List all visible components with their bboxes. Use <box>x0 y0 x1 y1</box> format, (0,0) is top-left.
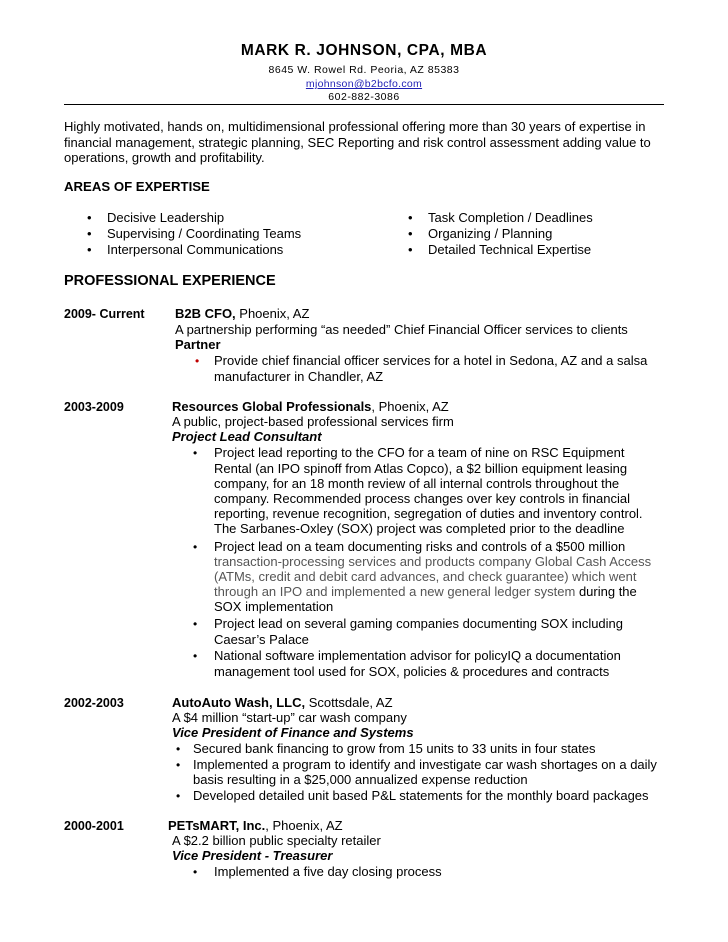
bullet-icon: • <box>408 226 413 241</box>
job-dates: 2003-2009 <box>64 400 124 414</box>
email-link[interactable]: mjohnson@b2bcfo.com <box>305 78 423 90</box>
job-bullet-line: Project lead reporting to the CFO for a team of nine on RSC Equipment <box>214 445 625 460</box>
job-bullet-line: reporting, revenue recognition, segregation of duties and inventory control. <box>214 506 643 521</box>
skill-item: • Decisive Leadership <box>87 210 225 225</box>
job-bullet-line: through an IPO and implemented a new general ledger system during the <box>214 584 637 599</box>
job-bullet-line: (ATMs, credit and debit card advances, and check guarantee) which went <box>214 569 637 584</box>
address: 8645 W. Rowel Rd. Peoria, AZ 85383 <box>268 64 460 76</box>
job-bullet-line: transaction-processing services and products company Global Cash Access <box>214 554 652 569</box>
job-bullet-line: company, for an 18 month review of all internal controls throughout the <box>214 476 620 491</box>
skill-item: • Detailed Technical Expertise <box>408 242 592 257</box>
job-role: Partner <box>175 337 221 352</box>
bullet-icon: • <box>193 617 198 631</box>
job-bullet-line: manufacturer in Chandler, AZ <box>214 369 384 384</box>
bullet-icon: • <box>195 354 200 368</box>
bullet-icon: • <box>176 742 181 756</box>
job-company: B2B CFO, Phoenix, AZ <box>175 306 310 321</box>
job-company: PETsMART, Inc., Phoenix, AZ <box>168 818 343 833</box>
candidate-name: MARK R. JOHNSON, CPA, MBA <box>240 42 488 59</box>
bullet-icon: • <box>193 446 198 460</box>
job-bullet-line: The Sarbanes-Oxley (SOX) project was completed prior to the deadline <box>214 521 625 536</box>
skill-item: • Organizing / Planning <box>408 226 553 241</box>
experience-title: PROFESSIONAL EXPERIENCE <box>64 273 276 289</box>
job-description: A $2.2 billion public specialty retailer <box>172 833 381 848</box>
job-bullet-line: Implemented a five day closing process <box>214 864 442 879</box>
job-role: Vice President - Treasurer <box>172 848 333 863</box>
phone-number: 602-882-3086 <box>328 91 400 103</box>
job-bullet-line: Project lead on several gaming companies documenting SOX including <box>214 616 624 631</box>
bullet-icon: • <box>193 649 198 663</box>
header-divider <box>64 104 664 105</box>
bullet-icon: • <box>87 226 92 241</box>
job-bullet-line: company. Recommended process changes over key controls in financial <box>214 491 630 506</box>
job-role: Vice President of Finance and Systems <box>172 725 414 740</box>
job-bullet-line: SOX implementation <box>214 599 334 614</box>
job-description: A $4 million “start-up” car wash company <box>172 710 407 725</box>
job-description: A public, project-based professional services firm <box>172 414 454 429</box>
job-bullet-line: management tool used for SOX, policies & procedures and contracts <box>214 664 610 679</box>
job-description: A partnership performing “as needed” Chief Financial Officer services to clients <box>175 322 628 337</box>
job-bullet-line: Secured bank financing to grow from 15 units to 33 units in four states <box>193 741 596 756</box>
job-dates: 2002-2003 <box>64 696 124 710</box>
job-role: Project Lead Consultant <box>172 429 322 444</box>
bullet-icon: • <box>87 210 92 225</box>
job-bullet-line: basis resulting in a $25,000 annualized expense reduction <box>193 772 528 787</box>
expertise-title: AREAS OF EXPERTISE <box>64 179 210 194</box>
summary-line: Highly motivated, hands on, multidimensional professional offering more than 30 years of expertise in <box>64 119 646 134</box>
job-company: Resources Global Professionals, Phoenix, AZ <box>172 399 449 414</box>
job-bullet-line: National software implementation advisor for policyIQ a documentation <box>214 648 621 663</box>
summary-line: operations, growth and profitability. <box>64 150 265 165</box>
job-company: AutoAuto Wash, LLC, Scottsdale, AZ <box>172 695 393 710</box>
bullet-icon: • <box>87 242 92 257</box>
bullet-icon: • <box>193 540 198 554</box>
skill-item: • Supervising / Coordinating Teams <box>87 226 302 241</box>
skill-item: • Interpersonal Communications <box>87 242 284 257</box>
job-dates: 2009- Current <box>64 307 145 321</box>
bullet-icon: • <box>176 789 181 803</box>
job-bullet-line: Developed detailed unit based P&L statements for the monthly board packages <box>193 788 649 803</box>
job-bullet-line: Project lead on a team documenting risks and controls of a $500 million <box>214 539 626 554</box>
job-dates: 2000-2001 <box>64 819 124 833</box>
summary-line: financial management, strategic planning, SEC Reporting and risk control assessment adding value to <box>64 134 651 150</box>
skill-item: • Task Completion / Deadlines <box>408 210 593 225</box>
job-bullet-line: Caesar’s Palace <box>214 632 309 647</box>
job-bullet-line: Provide chief financial officer services for a hotel in Sedona, AZ and a salsa <box>214 353 648 368</box>
bullet-icon: • <box>193 865 198 879</box>
bullet-icon: • <box>408 242 413 257</box>
job-bullet-line: Rental (an IPO spinoff from Atlas Copco), a $2 billion equipment leasing <box>214 461 628 476</box>
summary <box>64 119 674 166</box>
bullet-icon: • <box>408 210 413 225</box>
job-bullet-line: Implemented a program to identify and investigate car wash shortages on a daily <box>193 757 657 772</box>
bullet-icon: • <box>176 758 181 772</box>
